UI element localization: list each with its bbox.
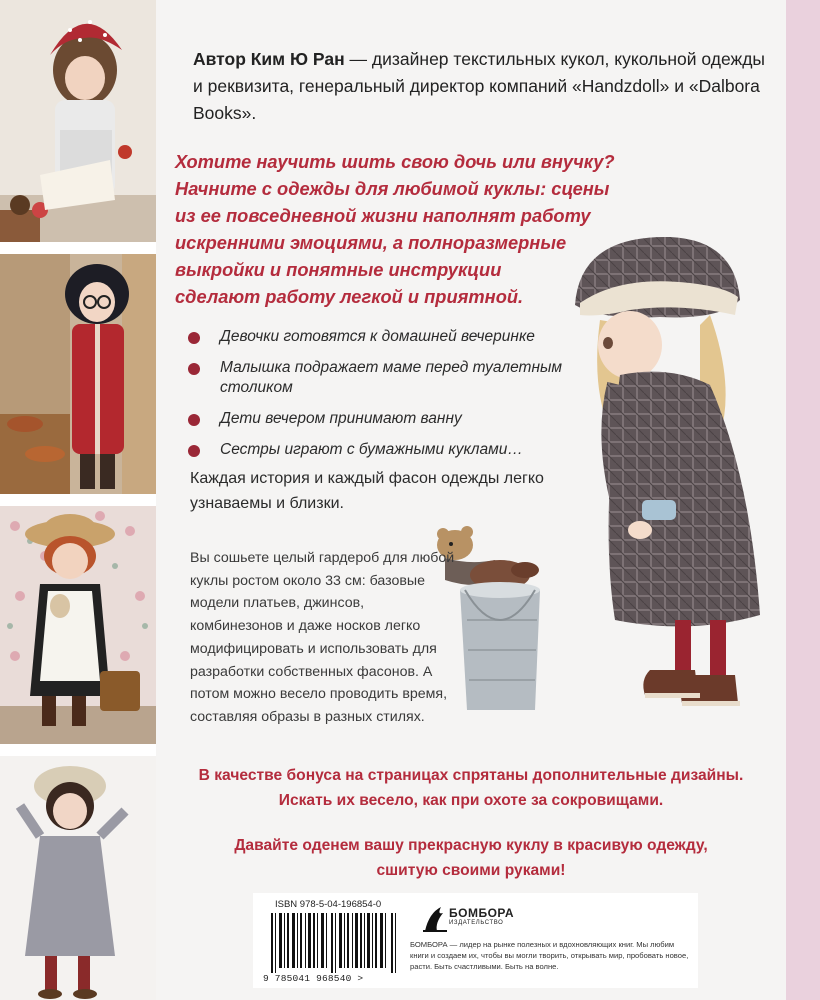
photo-doll-red-coat [0, 254, 156, 494]
list-item: Дети вечером принимают ванну [188, 409, 588, 429]
bullet-dot-icon [188, 445, 200, 457]
bonus-text [156, 763, 786, 813]
author-intro [193, 46, 778, 127]
bonus-line: Искать их весело, как при охоте за сокровищами. [278, 792, 664, 809]
pitch-line: искренними эмоциями, а полноразмерные [175, 232, 567, 253]
hero-doll-tweed-coat [560, 225, 790, 725]
barcode-icon [271, 913, 401, 973]
pitch-line: сделают работу легкой и приятной. [175, 286, 524, 307]
pitch-line: из ее повседневной жизни наполнят работу [175, 205, 591, 226]
bullet-dot-icon [188, 363, 200, 375]
spine-strip [786, 0, 820, 1000]
pitch-line: выкройки и понятные инструкции [175, 259, 502, 280]
publisher-blurb: БОМБОРА — лидер на рынке полезных и вдохновляющих книг. Мы любим книги и создаем их, чтобы вы могли творить, открывать мир, пробовать новое, расти. Быть счастливыми. Быть на волне. [410, 940, 689, 971]
photo-doll-red-scarf [0, 0, 156, 242]
story-list [188, 327, 588, 471]
story-text: Каждая история и каждый фасон одежды легко узнаваемы и близки. [190, 470, 544, 512]
author-label: Автор Ким Ю Ран [193, 49, 345, 69]
list-item: Малышка подражает маме перед туалетным столиком [188, 358, 588, 398]
bullet-dot-icon [188, 414, 200, 426]
pitch-line: Хотите научить шить свою дочь или внучку? [175, 151, 615, 172]
barcode-digits: 9 785041 968540 > [263, 973, 364, 984]
publisher-name: БОМБОРА [449, 906, 515, 920]
author-text: — дизайнер текстильных кукол, кукольной одежды и реквизита, генеральный директор компаний «Handzdoll» и «Dalbora Books». [193, 49, 766, 123]
bullet-dot-icon [188, 332, 200, 344]
list-item: Сестры играют с бумажными куклами… [188, 440, 588, 460]
wardrobe-paragraph: Вы сошьете целый гардероб для любой куклы ростом около 33 см: базовые модели платьев, джинсов, комбинезонов и даже носков легко модифицировать и использовать для разработки собственных фасонов. А потом можно весело проводить время, составляя образы в разных стилях. [190, 550, 455, 725]
photo-doll-grey-dress [0, 756, 156, 1000]
closing-text [156, 833, 786, 883]
bonus-line: В качестве бонуса на страницах спрятаны дополнительные дизайны. [198, 767, 744, 784]
photo-strip [0, 0, 156, 1000]
bombora-logo-icon [423, 903, 447, 933]
closing-line: сшитую своими руками! [376, 862, 566, 879]
pitch-line: Начните с одежды для любимой куклы: сцены [175, 178, 610, 199]
closing-line: Давайте оденем вашу прекрасную куклу в красивую одежду, [234, 837, 708, 854]
list-item: Девочки готовятся к домашней вечеринке [188, 327, 588, 347]
publisher-sub: ИЗДАТЕЛЬСТВО [449, 920, 504, 926]
photo-doll-apron [0, 506, 156, 744]
barcode-box [253, 893, 698, 988]
isbn-text: ISBN 978-5-04-196854-0 [275, 899, 382, 910]
